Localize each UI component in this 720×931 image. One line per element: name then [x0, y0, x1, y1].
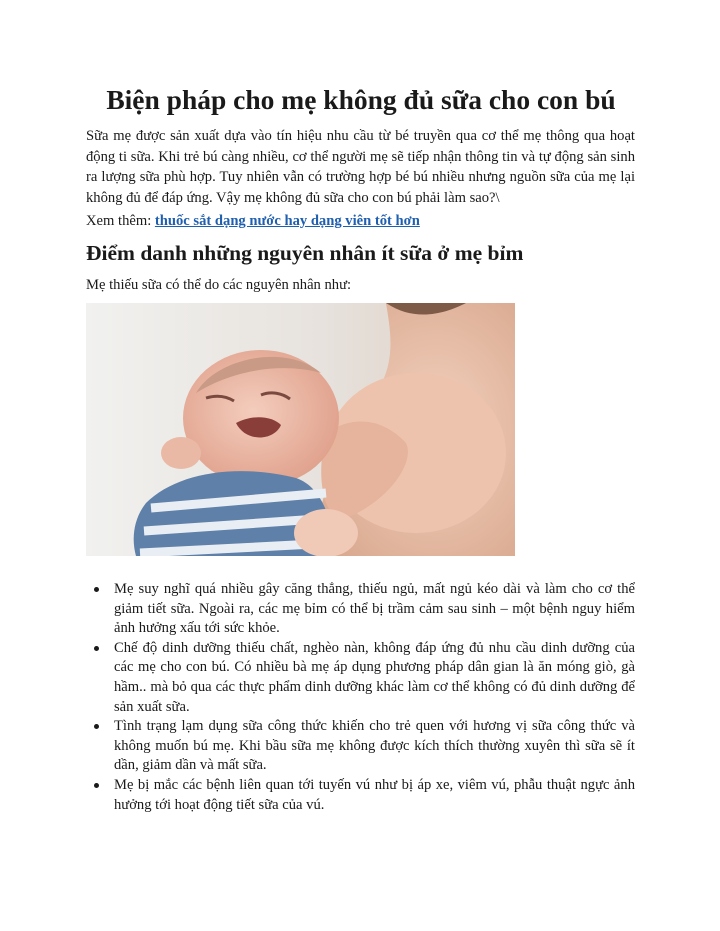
list-item: Chế độ dinh dưỡng thiếu chất, nghèo nàn, không đáp ứng đủ nhu cầu dinh dưỡng của các mẹ cho con bú. Có nhiều bà mẹ áp dụng phương pháp dân gian là ăn móng giò, gà hầm.. mà bỏ qua các thực phẩm dinh dưỡng khác làm cơ thể không có đủ dinh dưỡng để sản xuất sữa. [86, 639, 635, 717]
section-lead: Mẹ thiếu sữa có thể do các nguyên nhân như: [86, 277, 352, 293]
section-heading: Điểm danh những nguyên nhân ít sữa ở mẹ bỉm [86, 241, 524, 265]
mother-baby-photo [86, 303, 515, 556]
causes-list [86, 580, 635, 815]
list-item: Mẹ suy nghĩ quá nhiều gây căng thẳng, thiếu ngủ, mất ngủ kéo dài và làm cho cơ thể giảm tiết sữa. Ngoài ra, các mẹ bỉm có thể bị trầm cảm sau sinh – một bệnh nguy hiểm ảnh hưởng xấu tới sức khỏe. [86, 580, 635, 639]
list-item: Mẹ bị mắc các bệnh liên quan tới tuyến vú như bị áp xe, viêm vú, phẫu thuật ngực ảnh hưởng tới hoạt động tiết sữa của vú. [86, 776, 635, 815]
page-title: Biện pháp cho mẹ không đủ sữa cho con bú [106, 84, 616, 115]
intro-paragraph: Sữa mẹ được sản xuất dựa vào tín hiệu nhu cầu từ bé truyền qua cơ thể mẹ thông qua hoạt động ti sữa. Khi trẻ bú càng nhiều, cơ thể người mẹ sẽ tiếp nhận thông tin và tự động sản sinh ra lượng sữa phù hợp. Tuy nhiên vẫn có trường hợp bé bú nhiều nhưng nguồn sữa của mẹ lại không đủ để đáp ứng. Vậy mẹ không đủ sữa cho con bú phải làm sao?\ [86, 128, 635, 206]
see-more-link[interactable]: thuốc sắt dạng nước hay dạng viên tốt hơn [154, 213, 420, 229]
list-item: Tình trạng lạm dụng sữa công thức khiến cho trẻ quen với hương vị sữa công thức và không muốn bú mẹ. Khi bầu sữa mẹ không được kích thích thường xuyên thì sữa sẽ ít dần, giảm dần và mất sữa. [86, 717, 635, 776]
see-more-line [86, 211, 420, 231]
see-more-prefix: Xem thêm: [86, 213, 155, 229]
